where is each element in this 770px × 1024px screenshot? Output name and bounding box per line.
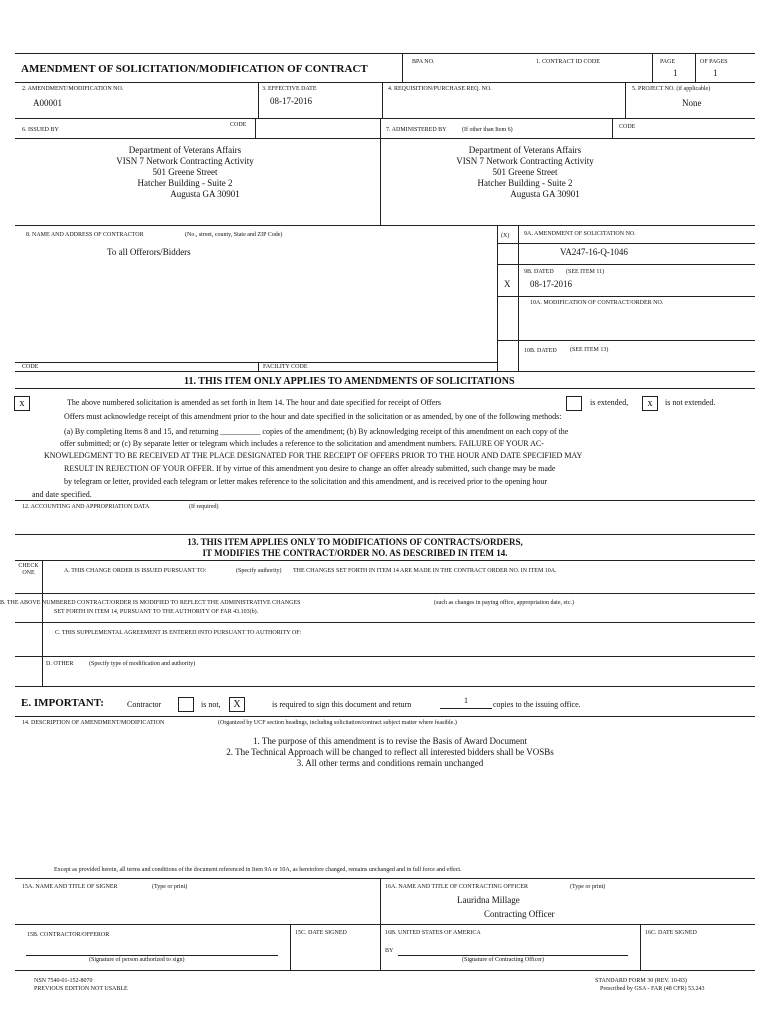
administered-by-label: 7. ADMINISTERED BY [386,127,447,133]
item-12-label: 12. ACCOUNTING AND APPROPRIATION DATA [22,504,150,510]
item-15b-label: 15B. CONTRACTOR/OFFEROR [27,932,110,938]
contractor-word: Contractor [127,700,162,709]
item-13-title-2: IT MODIFIES THE CONTRACT/ORDER NO. AS DESCRIBED IN ITEM 14. [202,548,508,558]
issued-by-line: 501 Greene Street [152,167,218,177]
effective-date-value: 08-17-2016 [270,96,312,106]
item-11-line1: The above numbered solicitation is amended as set forth in Item 14. The hour and date specified for receipt of Offers [67,398,442,407]
page-number: 1 [673,68,678,78]
item-11-line4: offer submitted; or (c) By separate letter or telegram which includes a reference to the solicitation and amendment numbers. FAILURE OF YOUR AC- [60,439,544,448]
item-9a-value: VA247-16-Q-1046 [560,247,628,257]
item-13b-label: B. THE ABOVE NUMBERED CONTRACT/ORDER IS MODIFIED TO REFLECT THE ADMINISTRATIVE CHANGES [0,600,301,606]
item-12-note: (If required) [189,504,219,510]
administered-by-line: 501 Greene Street [492,167,558,177]
item-16a-note: (Type or print) [570,884,606,890]
important-label: E. IMPORTANT: [21,697,104,709]
by-label: BY [385,948,394,954]
issued-by-label: 6. ISSUED BY [22,127,59,133]
item-10a-label: 10A. MODIFICATION OF CONTRACT/ORDER NO. [530,300,664,306]
item-13c-label: C. THIS SUPPLEMENTAL AGREEMENT IS ENTERED INTO PURSUANT TO AUTHORITY OF: [55,630,302,636]
item-10b-note: (SEE ITEM 13) [570,347,609,353]
item-14-label: 14. DESCRIPTION OF AMENDMENT/MODIFICATION [22,720,165,726]
item-9a-label: 9A. AMENDMENT OF SOLICITATION NO. [524,231,636,237]
item-9-checkmark: X [504,279,511,289]
item-14-description [180,736,600,769]
item-11-line5: KNOWLEDGMENT TO BE RECEIVED AT THE PLACE DESIGNATED FOR THE RECEIPT OF OFFERS PRIOR TO THE HOUR AND DATE SPECIFIED MAY [44,451,583,460]
important-text: is required to sign this document and return [272,700,412,709]
is-extended-checkbox[interactable] [566,396,582,411]
item-13d-note: (Specify type of modification and authority) [89,661,196,667]
item-13b-line2: SET FORTH IN ITEM 14, PURSUANT TO THE AUTHORITY OF FAR 43.103(b). [54,609,259,615]
item-15a-note: (Type or print) [152,884,188,890]
contractor-value: To all Offerors/Bidders [107,247,191,257]
item-13a-rest: THE CHANGES SET FORTH IN ITEM 14 ARE MADE IN THE CONTRACT ORDER NO. IN ITEM 10A. [293,568,557,574]
is-not-label: is not, [201,700,221,709]
item-11-checkbox[interactable]: x [14,396,30,411]
issued-by-line: Department of Veterans Affairs [128,145,242,155]
administered-by-note: (If other than Item 6) [462,127,513,133]
item-16b-label: 16B. UNITED STATES OF AMERICA [385,930,481,936]
item-9b-value: 08-17-2016 [530,279,572,289]
item-15a-label: 15A. NAME AND TITLE OF SIGNER [22,884,118,890]
project-no-label: 5. PROJECT NO. (if applicable) [632,86,711,92]
item-13d-label: D. OTHER [46,661,74,667]
item-9b-label: 9B. DATED [524,269,554,275]
previous-edition-note: PREVIOUS EDITION NOT USABLE [34,986,128,992]
officer-name: Lauridna Millage [457,895,520,905]
item-16a-label: 16A. NAME AND TITLE OF CONTRACTING OFFICER [385,884,529,890]
effective-date-label: 3. EFFECTIVE DATE [262,86,317,92]
form-title: AMENDMENT OF SOLICITATION/MODIFICATION OF CONTRACT [21,63,368,75]
item-9b-note: (SEE ITEM 11) [566,269,605,275]
item-11-line3: (a) By completing Items 8 and 15, and returning __________ copies of the amendment; (b) By acknowledging receipt of this amendment on each copy of the [64,427,569,436]
code-label: CODE [22,364,39,370]
x-column-label: (X) [501,233,510,239]
contract-id-label: 1. CONTRACT ID CODE [536,59,600,65]
administered-by-address [400,145,650,200]
item-16c-label: 16C. DATE SIGNED [645,930,697,936]
not-extended-label: is not extended. [665,398,716,407]
bpa-no-label: BPA NO. [412,59,435,65]
facility-code-label: FACILITY CODE [263,364,308,370]
item-14-line: 2. The Technical Approach will be changed to reflect all interested bidders shall be VOSBs [226,747,554,757]
item-15c-label: 15C. DATE SIGNED [295,930,347,936]
contractor-signature-caption: (Signature of person authorized to sign) [89,957,185,963]
total-pages: 1 [713,68,718,78]
is-not-checkbox[interactable] [178,697,194,712]
administered-by-line: Department of Veterans Affairs [468,145,582,155]
administered-by-line: Hatcher Building - Suite 2 [477,178,573,188]
item-13b-note: (such as changes in paying office, appropriation date, etc.) [434,600,575,606]
page-label: PAGE [660,59,676,65]
is-required-checkbox[interactable]: X [229,697,245,712]
item-10b-label: 10B. DATED [524,348,557,354]
item-14-line: 3. All other terms and conditions remain unchanged [296,758,484,768]
administered-code-label: CODE [619,124,636,130]
except-text: Except as provided herein, all terms and conditions of the document referenced in Item 9A or 10A, as heretofore changed, remains unchanged and in full force and effect. [54,867,462,873]
contractor-note: (No., street, county, State and ZIP Code) [185,232,283,238]
amendment-no-label: 2. AMENDMENT/MODIFICATION NO. [22,86,124,92]
amendment-no-value: A00001 [33,98,62,108]
standard-form-label: STANDARD FORM 30 (REV. 10-83) [595,978,687,984]
item-13a-note: (Specify authority) [236,568,282,574]
copies-count: 1 [464,696,468,705]
copies-text: copies to the issuing office. [493,700,581,709]
item-14-note: (Organized by UCF section headings, including solicitation/contract subject matter where feasible.) [218,720,457,726]
administered-by-line: VISN 7 Network Contracting Activity [456,156,594,166]
item-14-line: 1. The purpose of this amendment is to revise the Basis of Award Document [253,736,527,746]
prescribed-by-label: Prescribed by GSA - FAR (48 CFR) 53.243 [600,986,705,992]
administered-by-line: Augusta GA 30901 [510,189,580,199]
issued-by-line: VISN 7 Network Contracting Activity [116,156,254,166]
item-13-title-1: 13. THIS ITEM APPLIES ONLY TO MODIFICATIONS OF CONTRACTS/ORDERS, [187,537,523,547]
issued-by-address [60,145,310,200]
project-no-value: None [682,98,702,108]
item-11-line2: Offers must acknowledge receipt of this amendment prior to the hour and date specified in the solicitation or as amended, by one of the following methods: [64,412,562,421]
item-11-line8: and date specified. [32,490,92,499]
item-11-line6: RESULT IN REJECTION OF YOUR OFFER. If by virtue of this amendment you desire to change an offer already submitted, such change may be made [64,464,556,473]
item-11-title: 11. THIS ITEM ONLY APPLIES TO AMENDMENTS OF SOLICITATIONS [184,376,515,387]
is-extended-label: is extended, [590,398,629,407]
issued-by-line: Augusta GA 30901 [170,189,240,199]
officer-signature-caption: (Signature of Contracting Officer) [462,957,545,963]
of-pages-label: OF PAGES [700,59,728,65]
check-one-label: CHECK ONE [18,563,39,576]
officer-title: Contracting Officer [484,909,555,919]
item-13a-label: A. THIS CHANGE ORDER IS ISSUED PURSUANT TO: [64,568,207,574]
issued-by-code-label: CODE [230,122,247,128]
item-11-line7: by telegram or letter, provided each telegram or letter makes reference to the solicitation and this amendment, and is received prior to the opening hour [64,477,548,486]
not-extended-checkbox[interactable]: x [642,396,658,411]
nsn-number: NSN 7540-01-152-8070 [34,978,93,984]
requisition-label: 4. REQUISITION/PURCHASE REQ. NO. [388,86,492,92]
issued-by-line: Hatcher Building - Suite 2 [137,178,233,188]
contractor-label: 8. NAME AND ADDRESS OF CONTRACTOR [26,232,144,238]
